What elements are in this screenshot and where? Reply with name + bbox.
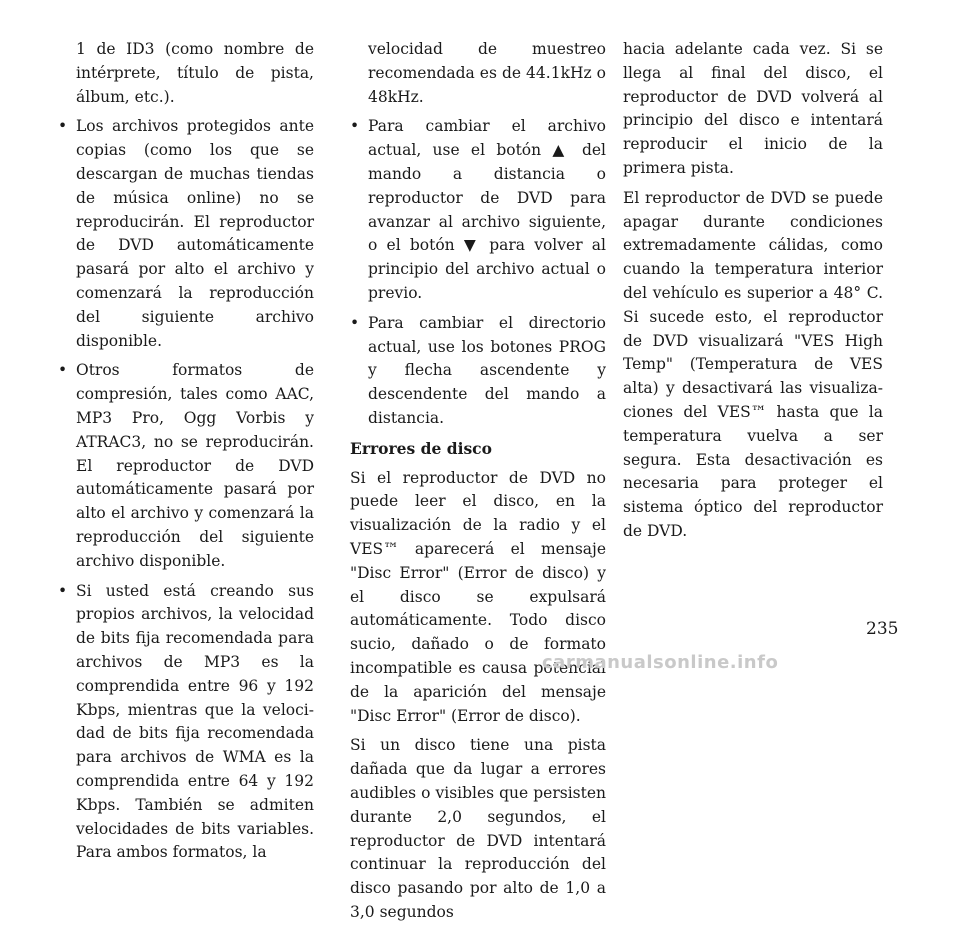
continued-paragraph: 1 de ID3 (como nombre de intérprete, título de pista, álbum, etc.). — [76, 40, 314, 106]
text-column-left — [58, 38, 314, 871]
paragraph-end-of-disc: hacia adelante cada vez. Si se llega al final del disco, el reproductor de DVD volverá al principio del disco e intentará reproducir el inicio de la primera pista. — [623, 40, 883, 177]
paragraph-high-temp: El reproductor de DVD se puede apagar durante condiciones extremadamente cálidas, como cuando la temperatura interior del vehículo es superior a 48° C. Si sucede esto, el reproductor de DVD visualizará "VES High Temp" (Temperatura de VES alta) y desactivará las visualizaciones del VES™ hasta que la temperatura vuelva a ser segura. Esta desactivación es necesaria para proteger el sistema óptico del reproductor de DVD. — [623, 188, 883, 540]
text-column-middle — [350, 38, 606, 931]
paragraph-disc-error: Si el reproductor de DVD no puede leer el disco, en la visualización de la radio y el VES™ aparecerá el mensaje "Disc Error" (Error de disco) y el disco se expulsará automáticamente. Todo disco sucio, dañado o de formato incompatible es causa potencial de la aparición del mensaje "Disc Error" (Error de disco). — [350, 468, 606, 725]
bullet-item-other-formats: • Otros formatos de compresión, tales como AAC, MP3 Pro, Ogg Vorbis y ATRAC3, no se reproducirán. El reproductor de DVD automáticamente pasará por alto el archivo y comenzará la reproducción del siguiente archivo disponible. — [58, 359, 314, 573]
bullet-item-change-file: • Para cambiar el archivo actual, use el botón ▲ del mando a distancia o reproductor de DVD para avanzar al archivo siguiente, o el botón ▼ para volver al principio del archivo actual o previo. — [350, 115, 606, 305]
watermark: carmanualsonline.info — [542, 652, 779, 673]
page-number: 235 — [866, 619, 899, 639]
bullet-item-bitrate: • Si usted está creando sus propios archivos, la velocidad de bits fija recomendada para archivos de MP3 es la comprendida entre 96 y 192 Kbps, mientras que la velocidad de bits fija recomendada para archivos de WMA es la comprendida entre 64 y 192 Kbps. También se admiten velocidades de bits variables. Para ambos formatos, la — [58, 580, 314, 866]
paragraph-damaged-track: Si un disco tiene una pista dañada que da lugar a errores audibles o visibles que persisten durante 2,0 segundos, el reproductor de DVD intentará continuar la reproducción del disco pasando por alto de 1,0 a 3,0 segundos — [350, 736, 606, 921]
continued-paragraph: velocidad de muestreo recomendada es de 44.1kHz o 48kHz. — [368, 40, 606, 106]
bullet-item-change-directory: • Para cambiar el directorio actual, use los botones PROG y flecha ascendente y descendente del mando a distancia. — [350, 312, 606, 431]
section-heading-disc-errors: Errores de disco — [350, 438, 492, 458]
text-column-right — [623, 38, 883, 550]
bullet-item-copy-protected: • Los archivos protegidos ante copias (como los que se descargan de muchas tiendas de música online) no se reproducirán. El reproductor de DVD automáticamente pasará por alto el archivo y comenzará la reproducción del siguiente archivo disponible. — [58, 115, 314, 353]
